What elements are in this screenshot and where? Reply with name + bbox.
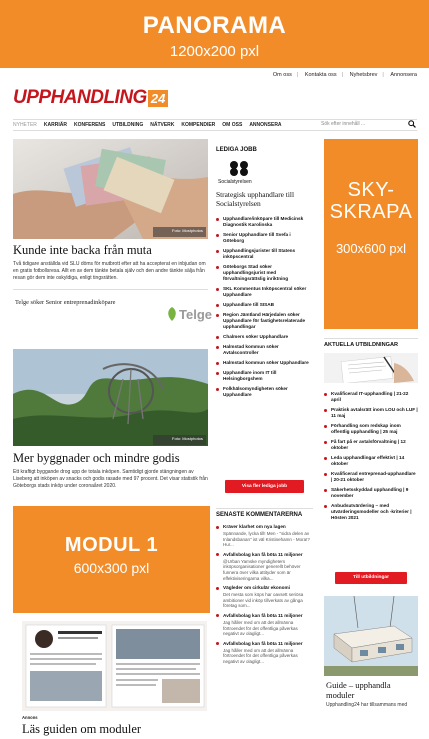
job-item[interactable]: Senior Upphandlare till Svefa i Göteborg [216,232,313,244]
nav-item-natverk[interactable]: NÄTVERK [150,122,175,128]
top-link-nyhetsbrev[interactable]: Nyhetsbrev [349,72,378,78]
job-item[interactable]: Folkhälsomyndigheten söker Upphandlare [216,386,313,398]
nav-item-karriar[interactable]: KARRIÄR [43,122,67,128]
comment-title: Kräver klarhet om nya lagen [223,524,286,529]
more-jobs-button[interactable]: Visa fler lediga jobb [225,480,304,493]
course-item[interactable]: Kvalificerad IT-upphandling | 21-22 april [324,391,418,403]
telge-logo [166,304,212,324]
course-item[interactable]: Anbudsutvärdering – med utvärderingsmodeller och -kriterier | Hösten 2021 [324,503,418,521]
telge-logo-text: Telge [179,307,212,322]
article1-photo[interactable] [13,139,208,239]
job-item[interactable]: Halmstad kommun söker Avtalscontroller [216,344,313,356]
comment-body: @Urban Yamske myndigheters inköpsorganisationer generellt behöver funnera över vilka attityder som är effektiviseringarna vilka... [223,558,301,581]
socialstyrelsen-emblem-icon [228,160,250,177]
guide-left-label: Annons [22,715,38,720]
article1-headline[interactable]: Kunde inte backa från muta [13,243,152,257]
job-list [216,216,313,398]
comment-body: Spännande, lycka till! Men - "sidra delen av Inlandsbanan" ist väl Kristinehamn - Mora!? Hur... [223,531,310,548]
skyscraper-ad[interactable] [324,139,418,329]
comment-item[interactable] [216,585,313,609]
comment-item[interactable] [216,613,313,637]
guide-left-headline[interactable]: Läs guiden om moduler [22,722,142,736]
course-item[interactable]: Leda upphandlingar effektivt | 14 oktober [324,455,418,467]
search-input[interactable]: Sök efter innehåll ... [321,121,366,127]
panorama-size: 1200x200 pxl [169,43,260,60]
nav-item-annonsera[interactable]: ANNONSERA [249,122,282,128]
job-item[interactable]: Göteborgs Stad söker upphandlingsjurist med förvaltningsrättslig inriktning [216,264,313,282]
courses-title: AKTUELLA UTBILDNINGAR [324,338,418,348]
comment-title: Vägleder om cirkulär ekonomi [223,585,290,591]
course-item[interactable]: Kvalificerad entreprenad-upphandlare | 20-21 oktober [324,471,418,483]
telge-text: Telge söker Senior entreprenadinköpare [15,299,116,306]
top-link-annonsera[interactable]: Annonsera [390,72,417,78]
courses-button[interactable]: Till utbildningar [335,572,407,584]
socialstyrelsen-logo-text: Socialstyrelsen [218,179,252,185]
modul-ad[interactable] [13,506,210,613]
comment-body: Det mesta som köps har oavsett seriösa ambitioner vid inköp tillverkats av gånga företag som... [223,592,304,609]
telge-promo[interactable] [13,289,212,325]
course-item[interactable]: Praktisk avtalsrätt inom LOU och LUF | 11 maj [324,407,418,419]
article1-photo-credit: Foto: Mostphotos [172,228,203,233]
job-item[interactable]: Region Jämtland Härjedalen söker Upphandlare för fastighetsrelaterade upphandlingar [216,312,313,330]
comments-section [216,508,313,669]
article2-photo[interactable] [13,349,208,446]
lediga-jobb-title: LEDIGA JOBB [216,147,257,153]
featured-job[interactable]: Strategisk upphandlare till Socialstyrelsen [216,190,294,208]
modul-size: 600x300 pxl [73,560,150,576]
article2-lead: Ett kraftigt byggande drog upp de totala inköpen. Samtidigt gjorde stängningen av Liseberg att inköpen av snacks och godis rasade med 97 procent. Det visar statistik från Göteborgs stads inköp under coronaåret 2020. [13,469,208,489]
job-item[interactable]: Upphandlare/inköpare till Medicinsk Diagnostik Karolinska [216,216,313,228]
sky-size: 300x600 pxl [335,241,407,256]
telge-leaf-icon [166,307,178,321]
guide-right-headline[interactable]: Guide – upphandla moduler [326,680,391,700]
courses-image[interactable] [324,353,418,383]
nav-item-konferens[interactable]: KONFERENS [73,122,106,128]
comment-title: Avfallsbolag kan få böta 11 miljoner [223,640,303,646]
job-item[interactable]: SKL Kommentus Inköpscentral söker Upphandlare [216,286,313,298]
comment-body: Jag håller med om att det allmänna förtroendet för det offentliga påverkas negativt av olagligt... [223,619,298,637]
modul-title: MODUL 1 [64,534,159,556]
comment-body: Jag håller med om att det allmänna förtroendet för det offentliga påverkas negativt av olagligt... [223,647,298,664]
course-item[interactable]: Få fart på er avtalsförvaltning | 12 oktober [324,439,418,451]
guide-module-image[interactable] [324,596,418,676]
comment-item[interactable] [216,641,313,665]
course-item[interactable]: Säkerhetsskyddad upphandling | 9 november [324,487,418,499]
comment-title: Avfallsbolag kan få böta 11 miljoner [223,612,303,618]
sky-line2: SKRAPA [329,201,413,223]
top-links: Om oss | Kontakta oss | Nyhetsbrev | Annonsera [272,72,417,78]
article1-lead: Två tidigare anställda vid SLU döms för mutbrott efter att ha accepterat en inbjudan om en gratis fotbollsresa. Allt en av dem tänkte betala själv och den andre tänkte sälja från resan gör dem inte oskyldiga, enligt tingsrätten. [13,261,206,281]
guide-right-lead: Upphandling24 har tillsammans med [326,702,408,708]
comment-title: Avfallsbolag kan få böta 11 miljoner [223,551,303,557]
article2-photo-credit: Foto: Mostphotos [172,436,203,441]
search-icon[interactable] [408,120,416,128]
courses-section [324,338,418,383]
logo-number: 24 [148,90,168,107]
comment-item[interactable] [216,552,313,581]
course-item[interactable]: Förhandling som redskap inom offentlig upphandling | 25 maj [324,423,418,435]
article2-headline[interactable]: Mer byggnader och mindre godis [13,451,180,465]
panorama-ad[interactable] [0,0,429,68]
courses-list [324,391,418,525]
guide-magazine-image[interactable] [22,621,207,711]
nav-item-utbildning[interactable]: UTBILDNING [112,122,144,128]
nav-item-nyheter[interactable]: NYHETER [13,122,37,128]
job-item[interactable]: Halmstad kommun söker Upphandlare [216,360,313,366]
comment-item[interactable] [216,524,313,548]
nav-item-kompendier[interactable]: KOMPENDIER [181,122,216,128]
top-link-om-oss[interactable]: Om oss [272,72,292,78]
logo-text: UPPHANDLING [13,87,147,108]
socialstyrelsen-logo [216,158,313,188]
comments-title: SENASTE KOMMENTARERNA [216,508,313,518]
nav-item-om-oss[interactable]: OM OSS [222,122,243,128]
panorama-title: PANORAMA [142,12,287,39]
job-item[interactable]: Upphandlingsjurister till Statens inköpscentral [216,248,313,260]
job-item[interactable]: Upphandlare till SISAB [216,302,313,308]
lediga-jobb-section [216,147,313,402]
job-item[interactable]: Upphandlare inom IT till Helsingborgshem [216,370,313,382]
site-logo[interactable] [13,87,168,109]
job-item[interactable]: Chalmers söker Upphandlare [216,334,313,340]
top-link-kontakta[interactable]: Kontakta oss [304,72,337,78]
sky-line1: SKY- [347,179,395,201]
